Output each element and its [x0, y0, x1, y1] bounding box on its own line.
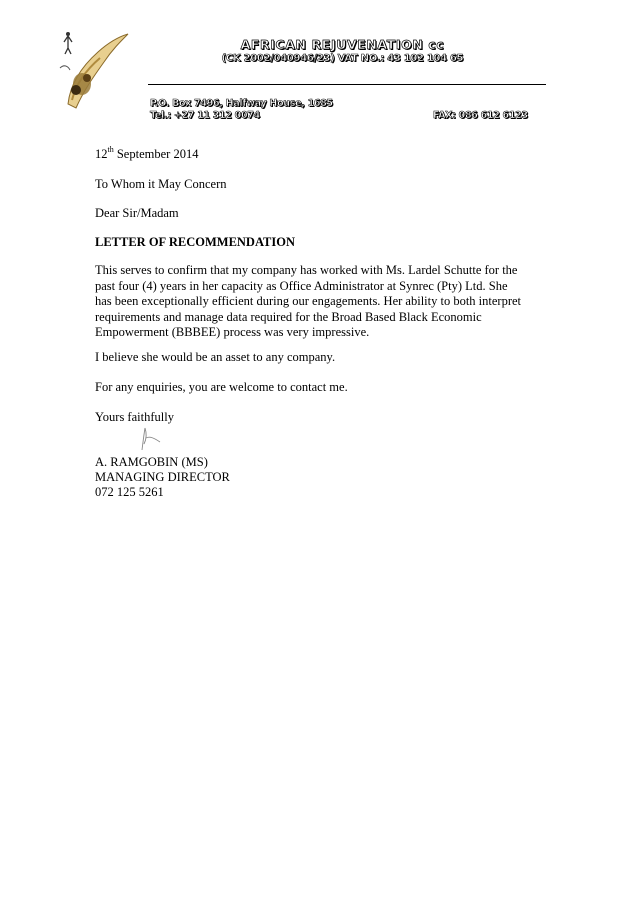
- company-name: AFRICAN REJUVENATION cc: [240, 37, 445, 52]
- company-address: P.O. Box 7496, Halfway House, 1685: [150, 98, 333, 109]
- antelope-horn-logo-icon: [54, 28, 132, 114]
- paragraph-line: has been exceptionally efficient during our engagements. Her ability to both interpret: [95, 294, 522, 308]
- letter-subject: LETTER OF RECOMMENDATION: [95, 235, 296, 249]
- company-registration: (CK 2002/040946/23) VAT NO.: 43 102 104 65: [221, 53, 464, 64]
- paragraph-line: Empowerment (BBBEE) process was very impressive.: [95, 325, 370, 339]
- company-fax: FAX: 086 612 6123: [433, 110, 528, 121]
- paragraph-line: past four (4) years in her capacity as Office Administrator at Synrec (Pty) Ltd. She: [95, 278, 508, 293]
- paragraph-line: requirements and manage data required for the Broad Based Black Economic: [95, 309, 482, 324]
- enquiries-paragraph: For any enquiries, you are welcome to contact me.: [95, 380, 348, 394]
- date-day: 12: [95, 147, 108, 161]
- date-month-year: September 2014: [113, 147, 199, 161]
- signer-phone: 072 125 5261: [95, 485, 164, 499]
- recommendation-paragraph: [95, 263, 545, 341]
- company-telephone: Tel.: +27 11 312 0074: [150, 110, 260, 121]
- salutation: Dear Sir/Madam: [95, 206, 179, 220]
- header-divider: [148, 84, 546, 85]
- addressee: To Whom it May Concern: [95, 177, 227, 191]
- signature: [130, 424, 170, 454]
- signer-title: MANAGING DIRECTOR: [95, 470, 230, 484]
- closing: Yours faithfully: [95, 410, 174, 424]
- signer-name: A. RAMGOBIN (MS): [95, 455, 208, 469]
- paragraph-line: This serves to confirm that my company has worked with Ms. Lardel Schutte for the: [95, 263, 518, 277]
- asset-paragraph: I believe she would be an asset to any company.: [95, 350, 336, 364]
- date-suffix: th: [107, 144, 114, 154]
- letter-date: [95, 144, 545, 163]
